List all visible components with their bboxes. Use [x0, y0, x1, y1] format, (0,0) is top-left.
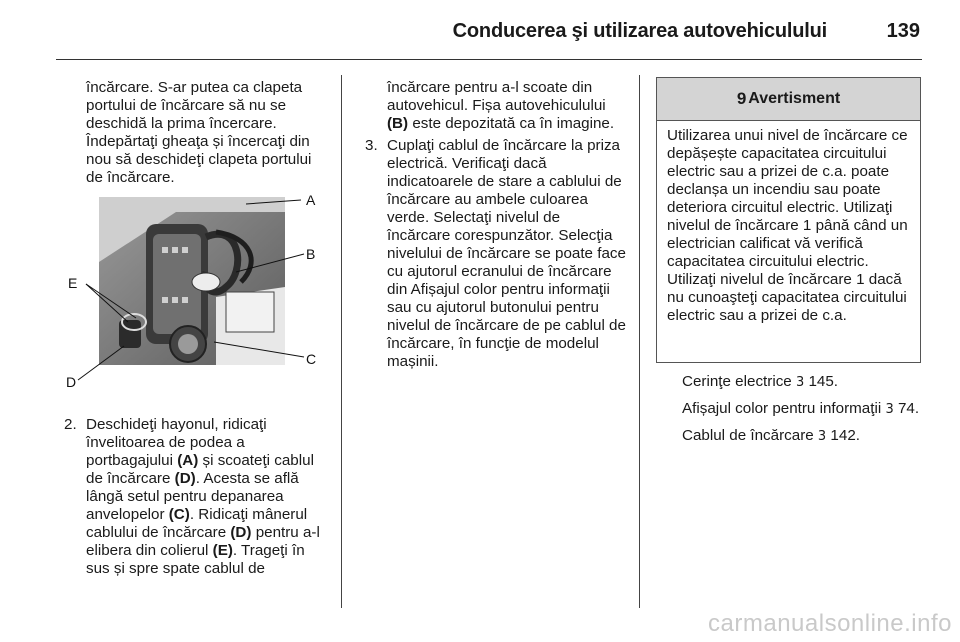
reference-text: Cablul de încărcare — [682, 427, 818, 444]
page-title: Conducerea şi utilizarea autovehiculului — [452, 20, 827, 42]
warning-box — [656, 77, 921, 363]
ref-d: (D) — [174, 470, 196, 487]
reference-display — [682, 400, 922, 419]
step-3-number: 3. — [365, 137, 378, 154]
reference-page: 145. — [804, 373, 839, 390]
reference-text: Afișajul color pentru informaţii — [682, 400, 886, 417]
figure-label-d: D — [66, 374, 77, 390]
step-3-item — [365, 137, 627, 371]
step-2-text: pentru a-l elibera din colierul — [86, 524, 320, 559]
reference-page: 142. — [826, 427, 860, 444]
ref-d: (D) — [230, 524, 252, 541]
reference-text: Cerinţe electrice — [682, 373, 796, 390]
step-2-text: și scoateţi cablul de încărcare — [86, 452, 314, 487]
step-2-text: Deschideţi hayonul, ridicaţi învelitoarea de podea a portbagajului — [86, 416, 267, 469]
figure-label-b: B — [306, 246, 316, 262]
intro-paragraph: încărcare. S-ar putea ca clapeta portului de încărcare să nu se deschidă la prima încercare. Îndepărtaţi gheaţa și încercaţi din nou să deschideţi clapeta portului de încărcare. — [86, 79, 312, 186]
ref-a: (A) — [177, 452, 199, 469]
column-1 — [86, 79, 326, 187]
warning-icon: 9 — [736, 89, 747, 108]
figure-label-a: A — [306, 192, 316, 208]
step-2-text: . Ridicaţi mânerul cablului de încărcare — [86, 506, 308, 541]
figure-label-c: C — [306, 351, 317, 367]
step-2-item — [64, 416, 326, 578]
step-2-text: . Trageţi în sus și spre spate cablul de — [86, 542, 305, 577]
column-2 — [365, 79, 627, 371]
ref-e: (E) — [212, 542, 233, 559]
continuation-text: este depozitată ca în imagine. — [408, 115, 615, 132]
step-2-text: . Acesta se află lângă setul pentru depanarea anvelopelor — [86, 470, 299, 523]
trunk-figure — [66, 192, 326, 392]
step-2-number: 2. — [64, 416, 77, 433]
page-number: 139 — [886, 20, 920, 42]
warning-title: Avertisment — [748, 90, 841, 107]
watermark: carmanualsonline.info — [708, 610, 952, 637]
figure-label-e: E — [68, 275, 78, 291]
ref-b: (B) — [387, 115, 409, 132]
step-2 — [64, 412, 326, 578]
reference-electrical — [682, 373, 922, 392]
ref-c: (C) — [168, 506, 190, 523]
references — [682, 373, 922, 454]
warning-body: Utilizarea unui nivel de încărcare ce depășește capacitatea circuitului electric sau a prizei de c.a. poate declanșa un incendiu sau poate deteriora circuitul electric. Utilizaţi nivelul de încărcare 1 până când un electrician calificat vă verifică capacitatea circuitului electric. Utilizaţi nivelul de încărcare 1 dacă nu cunoaşteţi capacitatea circuitului electric sau a prizei de c.a. — [667, 127, 908, 324]
warning-header — [657, 78, 920, 121]
continuation-text: încărcare pentru a-l scoate din autovehicul. Fișa autovehiculului — [387, 79, 606, 114]
page-header — [0, 0, 960, 60]
continuation-paragraph — [365, 79, 627, 133]
header-rule — [56, 59, 922, 60]
reference-cable — [682, 427, 922, 446]
page-arrow-icon: 3 — [817, 429, 827, 444]
charging-cable-illustration — [66, 192, 326, 392]
column-divider-2 — [639, 75, 640, 608]
step-3-text: Cuplaţi cablul de încărcare la priza electrică. Verificaţi dacă indicatoarele de stare a cablului de încărcare au ambele culoarea verde. Selectaţi nivelul de încărcare corespunzător. Selecţia nivelului de încărcare se poate face cu ajutorul ecranului de încărcare din Afișajul color pentru informaţii sau cu ajutorul butonului pentru nivelul de încărcare de pe cablul de încărcare, în funcţie de modelul mașinii. — [387, 137, 626, 370]
page-arrow-icon: 3 — [885, 402, 894, 417]
page-arrow-icon: 3 — [795, 375, 805, 390]
column-divider-1 — [341, 75, 342, 608]
reference-page: 74. — [893, 400, 920, 417]
